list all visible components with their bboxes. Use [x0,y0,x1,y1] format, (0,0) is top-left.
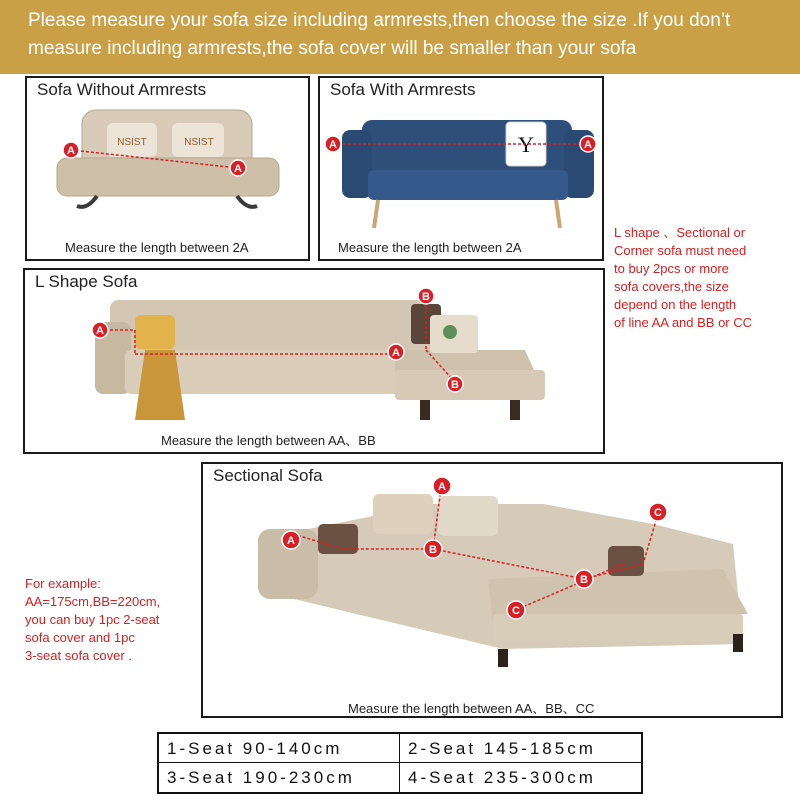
example-note [25,575,160,665]
marker-a-right [230,160,246,176]
svg-text:NSIST: NSIST [184,137,214,148]
panel-title: Sofa With Armrests [330,80,476,99]
banner-line-1: Please measure your sofa size including armrests,then choose the size .If you don’t [28,10,731,31]
marker-b-left [424,540,442,558]
svg-text:NSIST: NSIST [117,137,147,148]
note-line: 3-seat sofa cover . [25,648,132,663]
svg-text:C: C [512,605,520,617]
note-line: L shape 、Sectional or [614,225,746,240]
note-line: depend on the length [614,297,737,312]
marker-b-right [575,570,593,588]
svg-text:A: A [329,139,337,151]
marker-b-top [418,288,434,304]
svg-text:B: B [429,544,437,556]
banner-line-2: measure including armrests,the sofa cover will be smaller than your sofa [28,38,637,59]
note-line: you can buy 1pc 2-seat [25,612,160,627]
panel-l-shape-sofa [23,268,605,454]
svg-text:A: A [96,325,104,337]
size-cell: 4-Seat 235-300cm [408,768,596,787]
svg-text:A: A [234,163,242,175]
marker-c-bottom [507,601,525,619]
note-line: AA=175cm,BB=220cm, [25,594,161,609]
marker-a-right [388,344,404,360]
marker-c-top [649,503,667,521]
svg-text:A: A [584,139,592,151]
marker-a-left [282,531,300,549]
svg-text:A: A [392,347,400,359]
panel-caption: Measure the length between AA、BB、CC [348,701,595,716]
note-line: of line AA and BB or CC [614,315,753,330]
marker-a-right [580,136,596,152]
marker-b-bottom [447,376,463,392]
svg-text:A: A [287,535,295,547]
svg-text:Y: Y [518,132,534,157]
note-line: sofa cover and 1pc [25,630,135,645]
svg-text:A: A [438,481,446,493]
note-line: sofa covers,the size [614,279,729,294]
panel-sofa-without-armrests [25,76,310,261]
note-line: Corner sofa must need [614,243,747,258]
svg-text:A: A [67,145,75,157]
panel-sectional-sofa [201,462,783,718]
size-cell: 2-Seat 145-185cm [400,734,641,763]
panel-sofa-with-armrests [318,76,604,261]
sofa-without-armrests-illustration [27,78,308,259]
side-note [614,224,752,332]
panel-caption: Measure the length between AA、BB [161,433,376,448]
note-line: For example: [25,576,101,591]
marker-a-left [63,142,79,158]
note-line: to buy 2pcs or more [614,261,729,276]
size-cell: 3-Seat 190-230cm [159,763,400,792]
sofa-with-armrests-illustration [320,78,602,259]
l-shape-sofa-illustration [25,270,603,452]
panel-title: L Shape Sofa [35,272,138,291]
svg-text:B: B [422,291,430,303]
svg-text:B: B [580,574,588,586]
marker-a-left [92,322,108,338]
svg-text:C: C [654,507,662,519]
panel-caption: Measure the length between 2A [65,240,249,255]
svg-text:B: B [451,379,459,391]
panel-title: Sofa Without Armrests [37,80,207,99]
instruction-banner [0,0,800,74]
marker-a-left [325,136,341,152]
sectional-sofa-illustration [203,464,781,716]
size-table [157,732,643,794]
panel-title: Sectional Sofa [213,466,323,485]
size-cell: 1-Seat 90-140cm [159,734,400,763]
panel-caption: Measure the length between 2A [338,240,522,255]
marker-a-top [433,477,451,495]
